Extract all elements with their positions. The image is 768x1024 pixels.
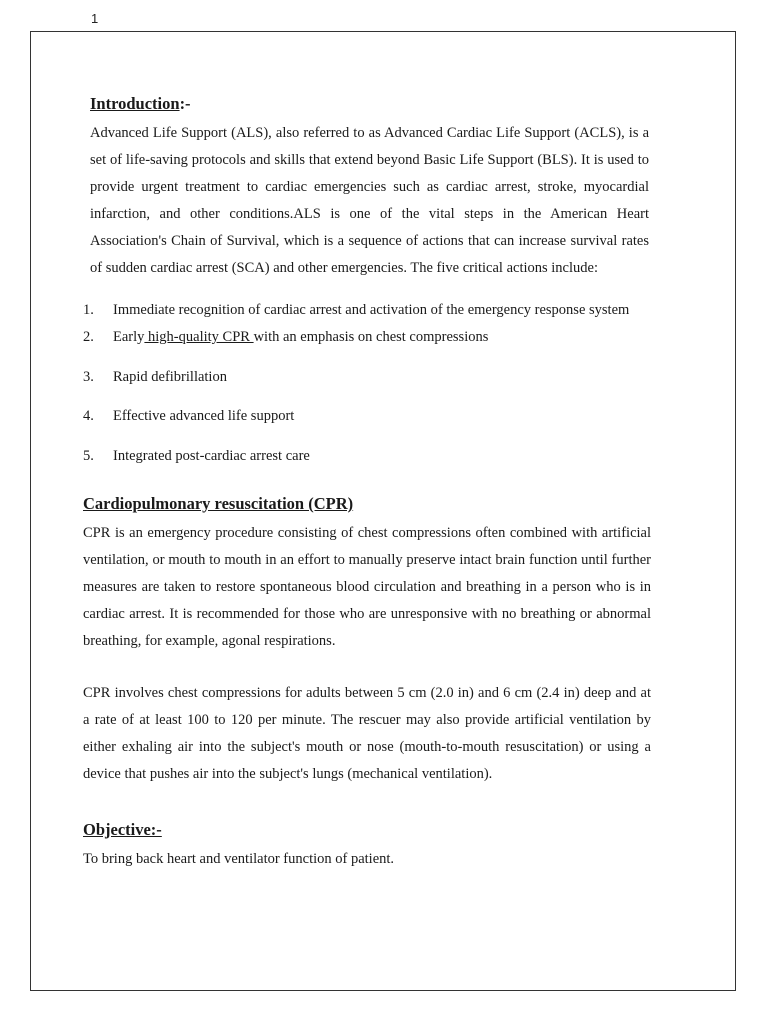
list-item-number: 3. <box>83 369 94 385</box>
list-item-number: 5. <box>83 448 94 464</box>
introduction-heading <box>90 94 191 114</box>
list-item-number: 1. <box>83 302 94 318</box>
list-item-text: Rapid defibrillation <box>113 369 227 385</box>
objective-text: To bring back heart and ventilator function of patient. <box>83 851 395 867</box>
introduction-heading-suffix: :- <box>179 94 191 113</box>
list-item-text: Immediate recognition of cardiac arrest and activation of the emergency response system <box>113 302 630 318</box>
introduction-paragraph: Advanced Life Support (ALS), also referred to as Advanced Cardiac Life Support (ACLS), is a set of life-saving protocols and skills that extend beyond Basic Life Support (BLS). It is used to provide urgent treatment to cardiac emergencies such as cardiac arrest, stroke, myocardial infarction, and other conditions.ALS is one of the vital steps in the American Heart Association's Chain of Survival, which is a sequence of actions that can increase survival rates of sudden cardiac arrest (SCA) and other emergencies. The five critical actions include: <box>90 125 649 276</box>
list-item <box>83 369 227 386</box>
list-item-number: 2. <box>83 329 94 345</box>
objective-heading: Objective:- <box>83 820 162 839</box>
list-item <box>83 448 310 465</box>
list-item-number: 4. <box>83 408 94 424</box>
introduction-heading-text: Introduction <box>90 94 180 113</box>
list-item-text: Integrated post-cardiac arrest care <box>113 448 310 464</box>
list-item-text-after: with an emphasis on chest compressions <box>253 329 489 345</box>
list-item <box>83 329 488 346</box>
cpr-paragraph-1: CPR is an emergency procedure consisting of chest compressions often combined with artificial ventilation, or mouth to mouth in an effort to manually preserve intact brain function until further measures are taken to restore spontaneous blood circulation and breathing in a person who is in cardiac arrest. It is recommended for those who are unresponsive with no breathing or abnormal breathing, for example, agonal respirations. <box>83 525 651 649</box>
list-item <box>83 302 629 319</box>
list-item-text: Effective advanced life support <box>113 408 295 424</box>
page-number: 1 <box>91 11 99 26</box>
list-item-text-before: Early <box>113 329 145 345</box>
cpr-paragraph-2: CPR involves chest compressions for adults between 5 cm (2.0 in) and 6 cm (2.4 in) deep and at a rate of at least 100 to 120 per minute. The rescuer may also provide artificial ventilation by either exhaling air into the subject's mouth or nose (mouth-to-mouth resuscitation) or using a device that pushes air into the subject's lungs (mechanical ventilation). <box>83 685 651 782</box>
cpr-heading: Cardiopulmonary resuscitation (CPR) <box>83 494 354 513</box>
list-item-underlined-text: high-quality CPR <box>144 329 254 345</box>
list-item <box>83 408 294 425</box>
